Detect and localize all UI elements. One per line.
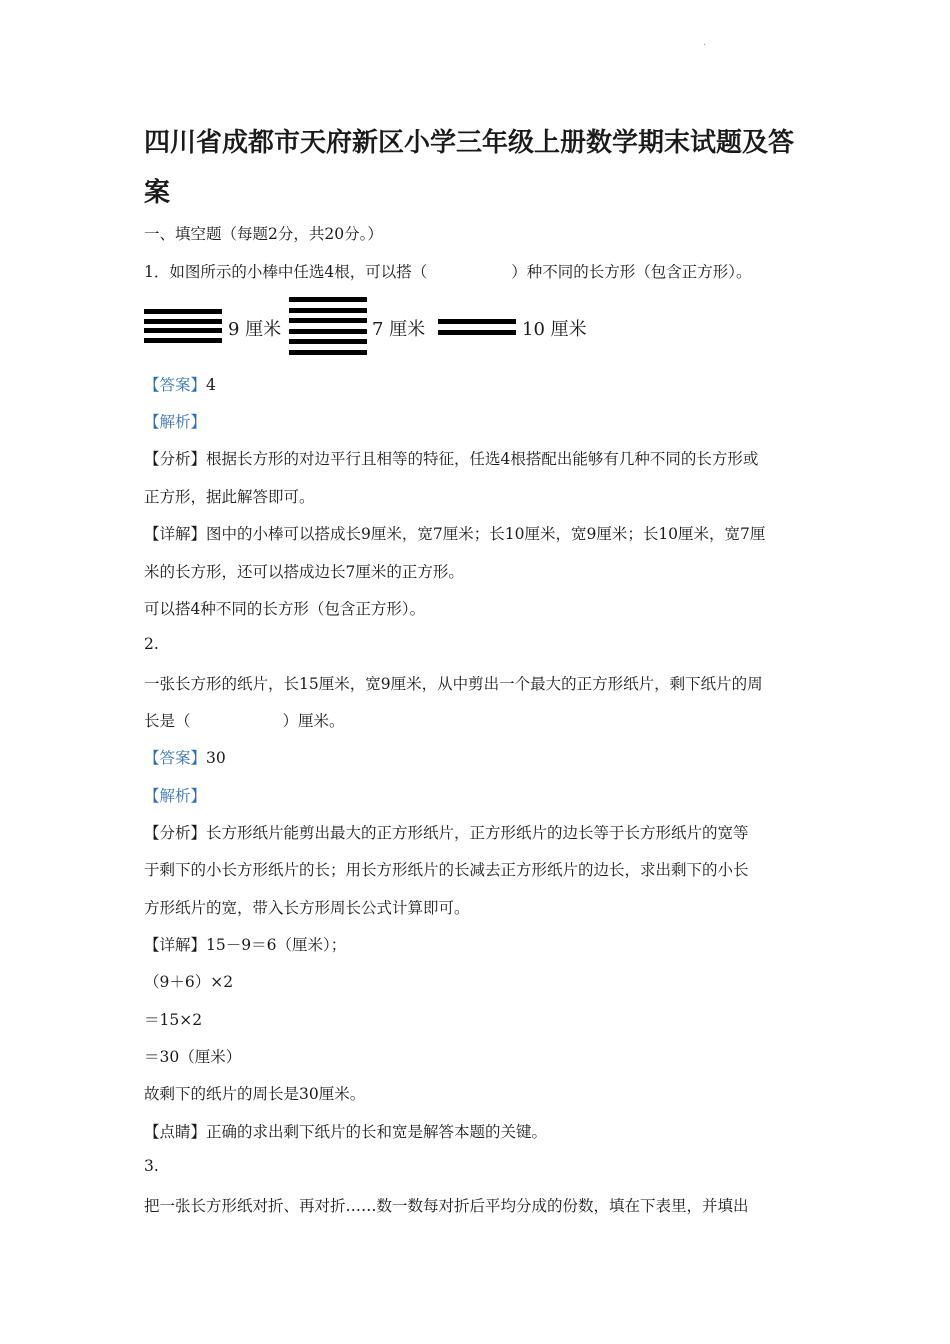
stick-bar xyxy=(144,328,222,333)
q2-fenxi-tag: 【分析】 xyxy=(144,824,207,842)
q1-xiangjie-line-1 xyxy=(144,522,765,544)
q2-calc-1: 15－9＝6（厘米）； xyxy=(206,936,347,954)
section-heading: 一、填空题（每题2分，共20分。） xyxy=(144,225,383,243)
stick-bar xyxy=(438,319,516,324)
q1-xiangjie-line-2: 米的长方形，还可以搭成边长7厘米的正方形。 xyxy=(144,563,464,581)
stick-bar xyxy=(289,350,367,355)
q2-dianjing-tag: 【点睛】 xyxy=(144,1123,207,1141)
q2-answer: 30 xyxy=(206,749,226,767)
q2-xiangjie-tag: 【详解】 xyxy=(144,936,207,954)
q1-xiangjie-line-3: 可以搭4种不同的长方形（包含正方形）。 xyxy=(144,600,426,618)
corner-mark: · xyxy=(703,40,707,51)
q1-answer-line xyxy=(144,373,216,395)
stick-bar xyxy=(438,330,516,335)
q1-stem-before: 1．如图所示的小棒中任选4根，可以搭（ xyxy=(144,263,428,281)
q2-answer-line xyxy=(144,746,226,768)
stick-bar xyxy=(289,318,367,323)
stick-bar xyxy=(144,309,222,314)
stick-bar xyxy=(289,329,367,334)
q2-conclusion: 故剩下的纸片的周长是30厘米。 xyxy=(144,1085,366,1103)
stick-bar xyxy=(289,308,367,313)
stick-group-7cm xyxy=(289,297,367,355)
q1-analysis-tag: 【解析】 xyxy=(144,413,207,431)
q1-fenxi-tag: 【分析】 xyxy=(144,450,207,468)
stick-group-10cm xyxy=(438,319,516,335)
q3-stem-line-1: 把一张长方形纸对折、再对折……数一数每对折后平均分成的份数，填在下表里，并填出 xyxy=(144,1197,749,1215)
document-title: 四川省成都市天府新区小学三年级上册数学期末试题及答案 xyxy=(144,128,795,208)
q2-number: 2. xyxy=(144,635,159,653)
q1-answer-tag: 【答案】 xyxy=(144,376,207,394)
q2-dianjing-text: 正确的求出剩下纸片的长和宽是解答本题的关键。 xyxy=(206,1123,548,1141)
q2-fenxi-line-1 xyxy=(144,821,749,843)
stick-label-10cm: 10 厘米 xyxy=(522,319,587,340)
q2-xiangjie-line-1 xyxy=(144,933,346,955)
stick-group-9cm xyxy=(144,309,222,343)
stick-bar xyxy=(144,319,222,324)
q1-xiangjie-tag: 【详解】 xyxy=(144,525,207,543)
q2-analysis-tag: 【解析】 xyxy=(144,787,207,805)
q2-fenxi-text-1: 长方形纸片能剪出最大的正方形纸片，正方形纸片的边长等于长方形纸片的宽等 xyxy=(206,824,749,842)
q2-dianjing-line xyxy=(144,1120,547,1142)
stick-bar xyxy=(144,338,222,343)
q2-stem-line-2 xyxy=(144,709,345,731)
q2-calc-2: （9＋6）×2 xyxy=(144,973,234,991)
q2-stem-before: 长是（ xyxy=(144,712,191,730)
q1-xiangjie-text-1: 图中的小棒可以搭成长9厘米，宽7厘米；长10厘米，宽9厘米；长10厘米，宽7厘 xyxy=(206,525,766,543)
q1-stem-after: ）种不同的长方形（包含正方形）。 xyxy=(511,263,752,281)
q1-fenxi-text-1: 根据长方形的对边平行且相等的特征，任选4根搭配出能够有几种不同的长方形或 xyxy=(206,450,759,468)
stick-label-9cm: 9 厘米 xyxy=(228,319,282,340)
q3-number: 3. xyxy=(144,1157,159,1175)
q1-answer: 4 xyxy=(206,376,216,394)
stick-bar xyxy=(289,339,367,344)
q2-fenxi-line-2: 于剩下的小长方形纸片的长；用长方形纸片的长减去正方形纸片的边长，求出剩下的小长 xyxy=(144,861,749,879)
q1-fenxi-line-1 xyxy=(144,447,758,469)
q2-answer-tag: 【答案】 xyxy=(144,749,207,767)
q1-stem xyxy=(144,260,752,282)
stick-bar xyxy=(289,297,367,302)
q2-fenxi-line-3: 方形纸片的宽，带入长方形周长公式计算即可。 xyxy=(144,899,470,917)
q1-fenxi-line-2: 正方形，据此解答即可。 xyxy=(144,488,315,506)
stick-label-7cm: 7 厘米 xyxy=(372,319,426,340)
q2-stem-line-1: 一张长方形的纸片，长15厘米，宽9厘米，从中剪出一个最大的正方形纸片，剩下纸片的周 xyxy=(144,675,763,693)
q2-stem-after: ）厘米。 xyxy=(282,712,345,730)
q2-calc-4: ＝30（厘米） xyxy=(144,1048,242,1066)
q2-calc-3: ＝15×2 xyxy=(144,1011,203,1029)
